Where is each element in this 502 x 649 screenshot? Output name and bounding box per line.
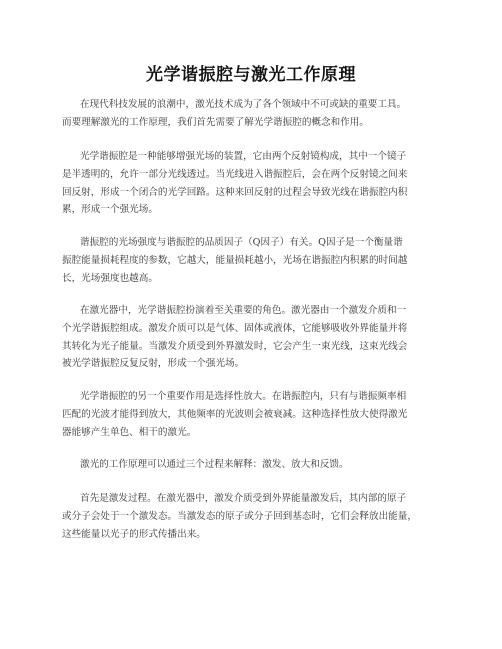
- paragraph-q-factor: [62, 234, 442, 287]
- text-line: 振腔能量损耗程度的参数，它越大，能量损耗越小，光场在谐振腔内积累的时间越: [62, 254, 408, 266]
- text-line: 光学谐振腔的另一个重要作用是选择性放大。在谐振腔内，只有与谐振频率相: [80, 391, 407, 402]
- text-line: 器能够产生单色、相干的激光。: [62, 426, 197, 438]
- paragraph-selective-amplification: [62, 388, 442, 441]
- text-line: 而要理解激光的工作原理，我们首先需要了解光学谐振腔的概念和作用。: [62, 116, 369, 128]
- text-line: 其转化为光子能量。当激发介质受到外界激发时，它会产生一束光线，这束光线会: [62, 340, 408, 352]
- document-title: 光学谐振腔与激光工作原理: [146, 65, 356, 85]
- paragraph-intro: [62, 96, 442, 132]
- text-line: 首先是激发过程。在激光器中，激发介质受到外界能量激发后，其内部的原子: [80, 493, 407, 504]
- text-line: 在现代科技发展的浪潮中，激光技术成为了各个领域中不可或缺的重要工具。: [80, 99, 407, 110]
- text-line: 长，光场强度也越高。: [62, 272, 158, 284]
- text-line: 是半透明的，允许一部分光线透过。当光线进入谐振腔后，会在两个反射镜之间来: [62, 168, 408, 180]
- text-line: 或分子会处于一个激发态。当激发态的原子或分子回到基态时，它们会释放出能量，: [62, 510, 417, 522]
- text-line: 累，形成一个强光场。: [62, 204, 158, 216]
- text-line: 在激光器中，光学谐振腔扮演着至关重要的角色。激光器由一个激发介质和一: [80, 305, 407, 316]
- paragraph-resonator-definition: [62, 148, 442, 219]
- paragraph-three-processes: [62, 456, 442, 474]
- text-line: 回反射，形成一个闭合的光学回路。这种来回反射的过程会导致光线在谐振腔内积: [62, 186, 408, 198]
- text-line: 被光学谐振腔反复反射，形成一个强光场。: [62, 358, 245, 370]
- paragraph-laser-role: [62, 302, 442, 373]
- text-line: 激光的工作原理可以通过三个过程来解释：激发、放大和反馈。: [80, 459, 349, 470]
- paragraph-excitation: [62, 490, 442, 543]
- text-line: 谐振腔的光场强度与谐振腔的品质因子（Q因子）有关。Q因子是一个衡量谐: [80, 237, 403, 248]
- text-line: 匹配的光波才能得到放大，其他频率的光波则会被衰减。这种选择性放大使得激光: [62, 408, 408, 420]
- text-line: 光学谐振腔是一种能够增强光场的装置，它由两个反射镜构成，其中一个镜子: [80, 151, 407, 162]
- text-line: 个光学谐振腔组成。激发介质可以是气体、固体或液体，它能够吸收外界能量并将: [62, 322, 408, 334]
- text-line: 这些能量以光子的形式传播出来。: [62, 528, 206, 540]
